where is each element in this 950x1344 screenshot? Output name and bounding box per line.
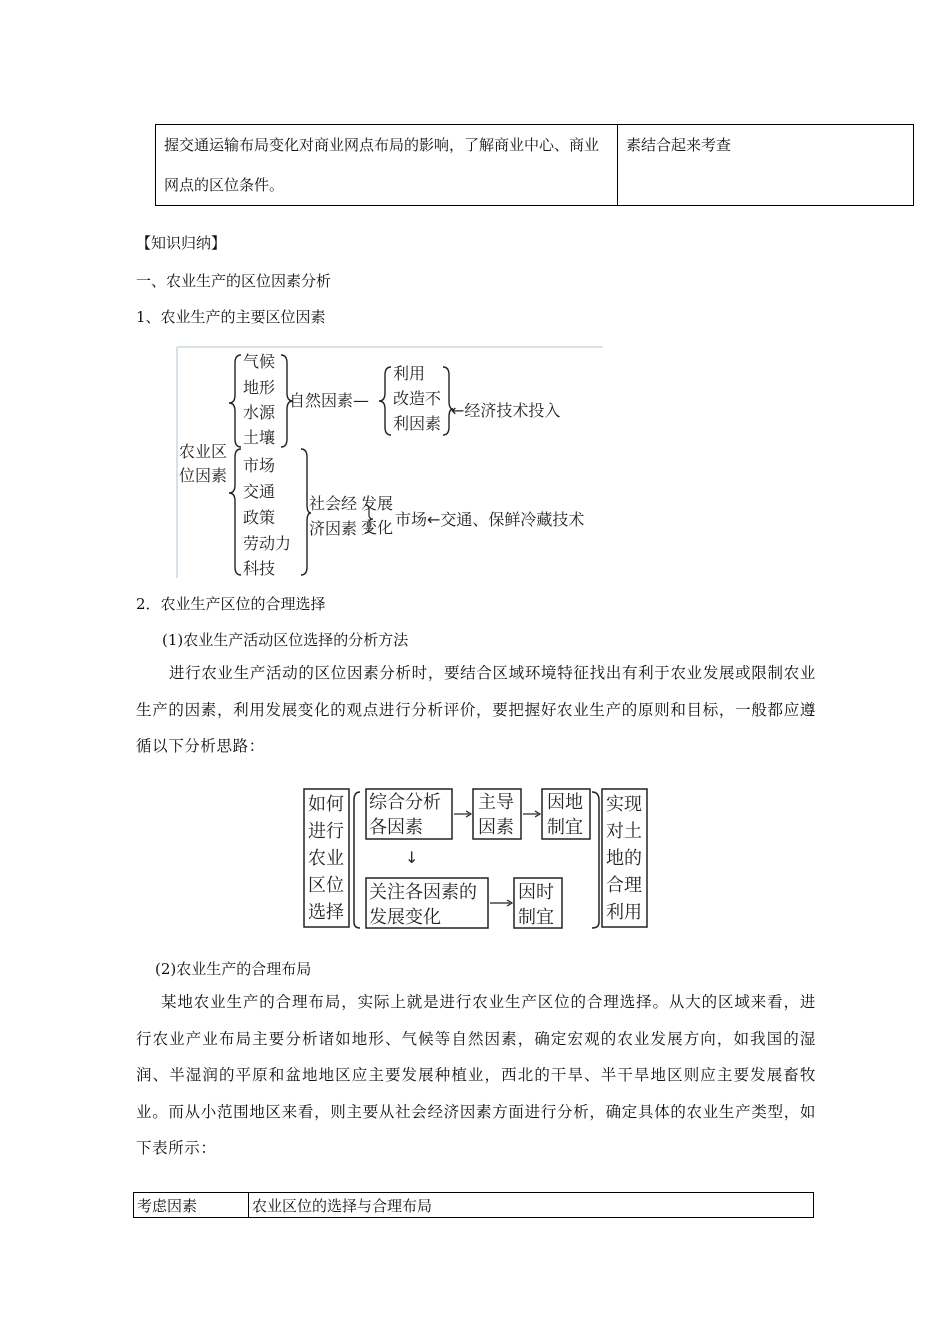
bottom-table [133, 1192, 814, 1218]
sub1-title: 1、农业生产的主要区位因素 [136, 308, 326, 326]
social-change-1: 发展 [361, 494, 394, 513]
box-time-1: 因时 [518, 882, 554, 903]
social-item: 劳动力 [243, 534, 292, 553]
social-item: 交通 [243, 482, 276, 501]
left-label: 选择 [308, 902, 344, 923]
box-time-2: 制宜 [518, 907, 554, 928]
social-change-2: 变化 [361, 518, 394, 537]
market-label: 市场←交通、保鲜冷藏技术 [395, 510, 585, 529]
natural-op: 改造不 [393, 389, 442, 408]
social-factor-label-1: 社会经 [309, 494, 358, 513]
natural-item: 地形 [243, 378, 276, 397]
box-comprehensive-1: 综合分析 [369, 792, 441, 813]
natural-item: 土壤 [243, 428, 276, 447]
section1-title: 一、农业生产的区位因素分析 [136, 272, 332, 290]
right-label: 利用 [606, 902, 642, 923]
root-label-2: 位因素 [179, 466, 228, 485]
sub2-title: 2．农业生产区位的合理选择 [136, 595, 326, 613]
top-table-right-cell: 素结合起来考查 [618, 125, 914, 206]
paragraph-2: 某地农业生产的合理布局，实际上就是进行农业生产区位的合理选择。从大的区域来看，进行农业产业布局主要分析诸如地形、气候等自然因素，确定宏观的农业发展方向，如我国的湿润、半湿润的平原和盆地地区应主要发展种植业，西北的干旱、半干旱地区则应主要发展畜牧业。而从小范围地区来看，则主要从社会经济因素方面进行分析，确定具体的农业生产类型，如下表所示： [136, 993, 816, 1157]
sub2-2-title: (2)农业生产的合理布局 [155, 960, 312, 978]
natural-op: 利用 [393, 364, 426, 383]
box-change-2: 发展变化 [369, 907, 441, 928]
social-item: 科技 [243, 559, 276, 578]
box-dominant-2: 因素 [478, 817, 514, 838]
bottom-table-header-2: 农业区位的选择与合理布局 [249, 1193, 814, 1218]
social-item: 政策 [243, 508, 276, 527]
box-location-1: 因地 [547, 792, 583, 813]
left-label: 农业 [308, 848, 344, 869]
factor-diagram [175, 345, 605, 580]
box-dominant-1: 主导 [478, 792, 514, 813]
natural-item: 气候 [243, 352, 276, 371]
right-label: 实现 [606, 794, 642, 815]
left-label: 区位 [308, 875, 344, 896]
analysis-flow-diagram [302, 786, 652, 934]
right-label: 合理 [606, 875, 642, 896]
social-factor-label-2: 济因素 [309, 519, 358, 538]
right-label: 地的 [606, 848, 642, 869]
natural-factor-label: 自然因素— [289, 391, 370, 410]
paragraph-1: 进行农业生产活动的区位因素分析时，要结合区域环境特征找出有利于农业发展或限制农业生产的因素，利用发展变化的观点进行分析评价，要把握好农业生产的原则和目标，一般都应遵循以下分析思路： [136, 664, 816, 755]
tech-input-label: ←经济技术投入 [451, 401, 561, 420]
top-table-left-cell: 握交通运输布局变化对商业网点布局的影响，了解商业中心、商业网点的区位条件。 [156, 125, 618, 206]
left-label: 如何 [308, 794, 344, 815]
root-label-1: 农业区 [179, 442, 228, 461]
box-comprehensive-2: 各因素 [369, 817, 423, 838]
left-label: 进行 [308, 821, 344, 842]
right-label: 对土 [606, 821, 642, 842]
top-table [155, 124, 914, 206]
knowledge-heading: 【知识归纳】 [136, 234, 227, 252]
sub2-1-title: (1)农业生产活动区位选择的分析方法 [162, 631, 409, 649]
box-location-2: 制宜 [547, 817, 583, 838]
box-change-1: 关注各因素的 [369, 882, 477, 903]
natural-op: 利因素 [393, 414, 442, 433]
social-item: 市场 [243, 456, 276, 475]
bottom-table-header-1: 考虑因素 [134, 1193, 249, 1218]
arrow-down: ↓ [405, 848, 419, 867]
natural-item: 水源 [243, 403, 276, 422]
